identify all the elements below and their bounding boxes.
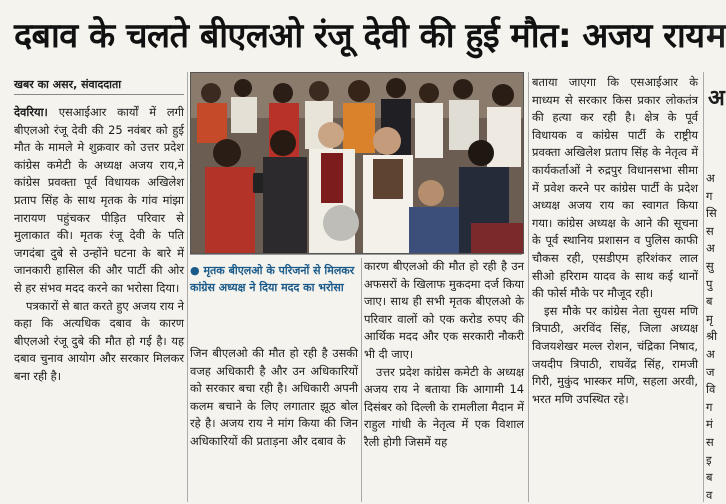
column-divider bbox=[528, 72, 529, 502]
edge-fragment: ज bbox=[706, 364, 715, 379]
byline: खबर का असर, संवाददाता bbox=[14, 78, 122, 91]
photo-caption: ● मृतक बीएलओ के परिजनों से मिलकर कांग्रेस अध्यक्ष ने दिया मदद का भरोसा bbox=[190, 264, 355, 294]
edge-fragment: स bbox=[706, 223, 714, 238]
edge-fragment: श्री bbox=[706, 329, 718, 344]
news-photo bbox=[190, 72, 524, 254]
photo-rule bbox=[190, 254, 522, 255]
column-divider bbox=[361, 258, 362, 502]
col3-para-1: कारण बीएलओ की मौत हो रही है उन अफसरों के खिलाफ मुकदमा दर्ज किया जाए। साथ ही सभी मृतक बीएलओ के परिवार वालों को एक करोड रुपए की आर्थिक मदद और एक सरकारी नौकरी भी दी जाए। bbox=[364, 259, 524, 361]
edge-fragment: सु bbox=[706, 258, 714, 273]
edge-fragment: ग bbox=[706, 399, 713, 414]
col4-para-1: बताया जाएगा कि एसआईआर के माध्यम से सरकार किस प्रकार लोकतंत्र की हत्या कर रही है। क्षेत्र के पूर्व विधायक व कांग्रेस पार्टी के राष्ट्रीय प्रवक्ता अखिलेश प्रताप सिंह के नेतृत्व में कार्यकर्ताओं ने रुद्रपुर विधानसभा सीमा में प्रवेश करने पर कांग्रेस पार्टी के प्रदेश अध्यक्ष अजय राय का स्वागत किया गया। कांग्रेस अध्यक्ष के आने की सूचना के पूर्व स्थानिय प्रशासन व पुलिस काफी चौकस रही, एसडीएम हरिशंकर लाल सीओ हरिराम यादव के साथ कई थानों की फोर्स मौके पर मौजूद रही। bbox=[532, 75, 698, 301]
edge-fragment: इ bbox=[706, 452, 712, 467]
col4-para-2: इस मौके पर कांग्रेस नेता सुयस मणि त्रिपाठी, अरविंद सिंह, जिला अध्यक्ष विजयशेखर मल्ल रोशन, चंद्रिका निषाद, जयदीप त्रिपाठी, राघवेंद्र सिंह, रामजी गिरी, मुकुंद भास्कर मणि, सहला अरवी, भरत मणि उपस्थित रहे। bbox=[532, 303, 698, 406]
caption-bullet-icon: ● bbox=[190, 264, 200, 277]
edge-fragment: अ bbox=[706, 346, 715, 361]
edge-fragment: अ bbox=[706, 241, 715, 256]
edge-fragment: मं bbox=[706, 417, 713, 432]
edge-fragment: स bbox=[706, 434, 714, 449]
headline-edge: म bbox=[706, 16, 726, 56]
edge-fragment: ब bbox=[706, 294, 713, 309]
dateline: देवरिया। bbox=[14, 105, 48, 119]
headline: दबाव के चलते बीएलओ रंजू देवी की हुई मौत: अजय राय bbox=[14, 16, 705, 56]
column-4 bbox=[532, 74, 698, 408]
column-1 bbox=[14, 104, 184, 386]
edge-fragment: अ bbox=[706, 171, 715, 185]
byline-rule bbox=[14, 94, 184, 95]
col3-para-2: उत्तर प्रदेश कांग्रेस कमेटी के अध्यक्ष अजय राय ने बताया कि आगामी 14 दिसंबर को दिल्ली के रामलीला मैदान में राहुल गांधी के नेतृत्व में एक विशाल रैली होगी जिसमें यह bbox=[364, 364, 524, 449]
edge-fragment: पु bbox=[706, 276, 713, 291]
edge-fragment: मृ bbox=[706, 311, 713, 326]
edge-fragment: ग bbox=[706, 188, 713, 203]
col2-para-1: जिन बीएलओ की मौत हो रही है उसकी वजह अधिकारी है और उन अधिकारियों को सरकार बचा रही है। अधिकारी अपनी कलम बचाने के लिए लगातार झूठ बोल रहे है। अजय राय ने मांग किया की जिन अधिकारियों की प्रताड़ना और दबाव के bbox=[190, 346, 358, 448]
column-divider bbox=[703, 72, 704, 502]
edge-top: अ bbox=[708, 86, 725, 111]
column-2 bbox=[190, 345, 358, 451]
edge-column bbox=[706, 170, 726, 504]
edge-fragment: ब bbox=[706, 470, 713, 485]
edge-fragment: व bbox=[706, 487, 713, 502]
column-3 bbox=[364, 258, 524, 452]
photo-illustration bbox=[191, 73, 523, 253]
col1-para-1: देवरिया। एसआईआर कार्यों में लगी बीएलओ रंजू देवी की 25 नवंबर को हुई मौत के मामले मे शुक्रवार को उत्तर प्रदेश कांग्रेस कमेटी के अध्यक्ष अजय राय,ने कांग्रेस प्रवक्ता पूर्व विधायक अखिलेश प्रताप सिंह के साथ मृतक के गांव मांझा नारायण पहुंचकर पीड़ित परिवार से मुलाकात की। मृतक रंजू देवी के पति जगदंबा दुबे से उन्होंने घटना के बारे में जानकारी हासिल की और पार्टी की ओर से हर संभव मदद करने का भरोसा दिया। bbox=[14, 105, 184, 295]
column-divider bbox=[187, 72, 188, 502]
edge-fragment: वि bbox=[706, 382, 716, 397]
edge-fragment: सि bbox=[706, 206, 717, 221]
col1-para-2: पत्रकारों से बात करते हुए अजय राय ने कहा कि अत्यधिक दबाव के कारण बीएलओ रंजू दुबे की मौत हो गई है। यह दबाव चुनाव आयोग और सरकार मिलकर बना रही है। bbox=[14, 298, 184, 383]
